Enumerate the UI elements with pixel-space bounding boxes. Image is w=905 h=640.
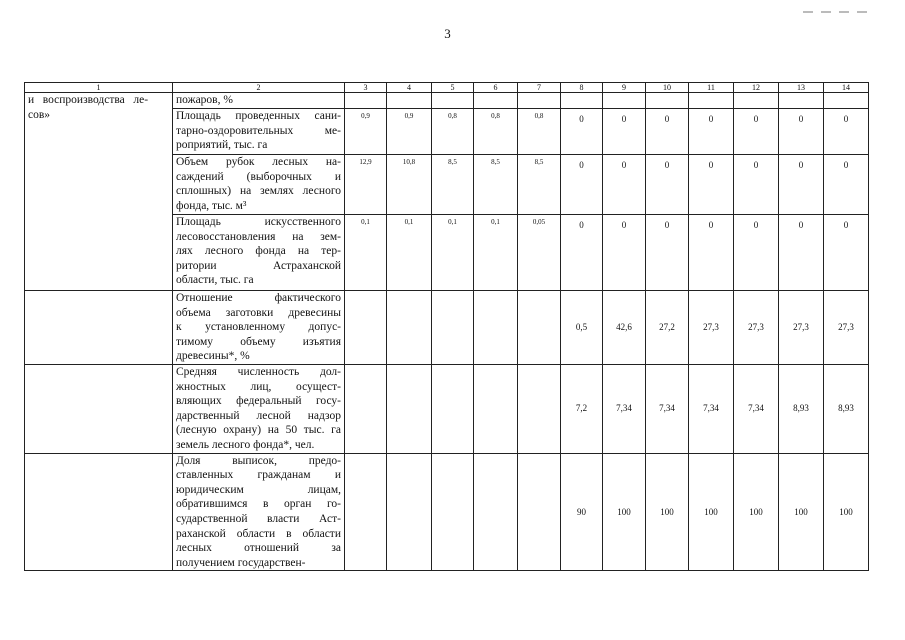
value-cell-col-14: 0 <box>824 215 869 291</box>
value-cell-col-8: 0 <box>561 155 603 215</box>
value-cell-col-5 <box>432 365 474 454</box>
value-cell-col-14: 100 <box>824 453 869 571</box>
value-cell-col-10: 0 <box>646 215 689 291</box>
indicator-name-line: фонда, тыс. м³ <box>176 199 247 212</box>
value-cell-col-4: 0,9 <box>387 109 432 155</box>
value-cell-col-13: 0 <box>779 109 824 155</box>
indicator-name-line: саждений (выборочных и <box>176 170 341 183</box>
indicator-name-line: тимому объему изъятия <box>176 335 341 348</box>
value-cell-col-12 <box>734 93 779 109</box>
value-cell-col-11: 100 <box>689 453 734 571</box>
value-cell-col-10: 100 <box>646 453 689 571</box>
value-cell-col-10: 0 <box>646 109 689 155</box>
indicator-name-cell <box>173 215 345 291</box>
indicator-name-line: обратившимся в орган го- <box>176 498 341 511</box>
value-cell-col-9: 0 <box>603 155 646 215</box>
value-cell-col-5: 8,5 <box>432 155 474 215</box>
indicator-name-cell <box>173 93 345 109</box>
value-cell-col-5 <box>432 93 474 109</box>
program-section-cell <box>25 93 173 291</box>
column-number-9: 9 <box>603 83 646 93</box>
value-cell-col-7: 0,05 <box>518 215 561 291</box>
value-cell-col-6: 8,5 <box>474 155 518 215</box>
value-cell-col-5 <box>432 453 474 571</box>
value-cell-col-13: 27,3 <box>779 291 824 365</box>
value-cell-col-11: 0 <box>689 155 734 215</box>
value-cell-col-9: 0 <box>603 109 646 155</box>
program-section-cell <box>25 453 173 571</box>
value-cell-col-3 <box>345 365 387 454</box>
value-cell-col-14: 0 <box>824 155 869 215</box>
value-cell-col-5: 0,1 <box>432 215 474 291</box>
value-cell-col-3 <box>345 93 387 109</box>
value-cell-col-14: 27,3 <box>824 291 869 365</box>
value-cell-col-14: 0 <box>824 109 869 155</box>
column-number-10: 10 <box>646 83 689 93</box>
value-cell-col-4 <box>387 291 432 365</box>
value-cell-col-5: 0,8 <box>432 109 474 155</box>
indicator-name-line: получением государствен- <box>176 556 306 569</box>
value-cell-col-12: 0 <box>734 215 779 291</box>
value-cell-col-5 <box>432 291 474 365</box>
value-cell-col-3: 12,9 <box>345 155 387 215</box>
value-cell-col-13: 8,93 <box>779 365 824 454</box>
value-cell-col-13 <box>779 93 824 109</box>
column-number-8: 8 <box>561 83 603 93</box>
indicator-name-line: Отношение фактического <box>176 292 341 304</box>
value-cell-col-8: 7,2 <box>561 365 603 454</box>
value-cell-col-13: 0 <box>779 155 824 215</box>
indicator-name-line: пожаров, % <box>176 94 233 106</box>
value-cell-col-6: 0,1 <box>474 215 518 291</box>
program-section-cell <box>25 365 173 454</box>
column-number-7: 7 <box>518 83 561 93</box>
value-cell-col-8: 0,5 <box>561 291 603 365</box>
indicator-name-line: (лесную охрану) на 50 тыс. га <box>176 424 341 437</box>
section-text-line: сов» <box>28 108 51 121</box>
value-cell-col-4 <box>387 93 432 109</box>
indicators-table <box>24 82 869 571</box>
indicator-name-cell <box>173 155 345 215</box>
table-row <box>25 453 869 571</box>
value-cell-col-14: 8,93 <box>824 365 869 454</box>
value-cell-col-8: 0 <box>561 215 603 291</box>
indicator-name-line: жностных лиц, осущест- <box>176 380 341 393</box>
value-cell-col-9: 0 <box>603 215 646 291</box>
value-cell-col-3 <box>345 453 387 571</box>
value-cell-col-6 <box>474 453 518 571</box>
program-section-cell <box>25 291 173 365</box>
column-number-5: 5 <box>432 83 474 93</box>
value-cell-col-9: 100 <box>603 453 646 571</box>
column-number-row <box>25 83 869 93</box>
indicator-name-cell <box>173 109 345 155</box>
column-number-11: 11 <box>689 83 734 93</box>
value-cell-col-4 <box>387 453 432 571</box>
indicator-name-line: земель лесного фонда*, чел. <box>176 438 315 451</box>
value-cell-col-4: 0,1 <box>387 215 432 291</box>
value-cell-col-11: 0 <box>689 215 734 291</box>
value-cell-col-12: 27,3 <box>734 291 779 365</box>
table-row <box>25 291 869 365</box>
value-cell-col-3 <box>345 291 387 365</box>
value-cell-col-9 <box>603 93 646 109</box>
indicator-name-line: лях лесного фонда на тер- <box>176 245 341 258</box>
value-cell-col-10: 27,2 <box>646 291 689 365</box>
value-cell-col-9: 7,34 <box>603 365 646 454</box>
value-cell-col-7 <box>518 291 561 365</box>
indicator-name-line: области, тыс. га <box>176 274 254 287</box>
indicator-name-line: юридическим лицам, <box>176 483 341 496</box>
indicator-name-line: роприятий, тыс. га <box>176 139 268 152</box>
indicator-name-line: Площадь проведенных сани- <box>176 110 341 122</box>
value-cell-col-12: 100 <box>734 453 779 571</box>
value-cell-col-13: 0 <box>779 215 824 291</box>
indicator-name-line: объема заготовки древесины <box>176 306 341 319</box>
value-cell-col-12: 0 <box>734 109 779 155</box>
indicator-name-line: сударственной власти Аст- <box>176 512 341 525</box>
value-cell-col-8: 0 <box>561 109 603 155</box>
indicator-name-line: ставленных гражданам и <box>176 469 341 482</box>
value-cell-col-4: 10,8 <box>387 155 432 215</box>
value-cell-col-7: 8,5 <box>518 155 561 215</box>
value-cell-col-8: 90 <box>561 453 603 571</box>
value-cell-col-14 <box>824 93 869 109</box>
column-number-1: 1 <box>25 83 173 93</box>
value-cell-col-11: 0 <box>689 109 734 155</box>
indicator-name-line: Площадь искусственного <box>176 216 341 228</box>
value-cell-col-6: 0,8 <box>474 109 518 155</box>
page-number: 3 <box>444 26 451 41</box>
table-row <box>25 93 869 109</box>
value-cell-col-7 <box>518 93 561 109</box>
column-number-13: 13 <box>779 83 824 93</box>
value-cell-col-9: 42,6 <box>603 291 646 365</box>
value-cell-col-7: 0,8 <box>518 109 561 155</box>
indicator-name-line: сплошных) на землях лесного <box>176 185 341 198</box>
value-cell-col-10: 7,34 <box>646 365 689 454</box>
indicator-name-line: Объем рубок лесных на- <box>176 156 341 168</box>
indicator-name-cell <box>173 291 345 365</box>
value-cell-col-12: 7,34 <box>734 365 779 454</box>
column-number-14: 14 <box>824 83 869 93</box>
column-number-6: 6 <box>474 83 518 93</box>
column-number-3: 3 <box>345 83 387 93</box>
value-cell-col-6 <box>474 365 518 454</box>
value-cell-col-10: 0 <box>646 155 689 215</box>
value-cell-col-3: 0,1 <box>345 215 387 291</box>
value-cell-col-8 <box>561 93 603 109</box>
value-cell-col-10 <box>646 93 689 109</box>
indicator-name-line: древесины*, % <box>176 350 250 363</box>
value-cell-col-13: 100 <box>779 453 824 571</box>
indicator-name-line: вляющих федеральный госу- <box>176 395 341 408</box>
indicator-name-cell <box>173 453 345 571</box>
value-cell-col-12: 0 <box>734 155 779 215</box>
indicator-name-line: лесных отношений за <box>176 542 341 555</box>
indicator-name-line: раханской области в области <box>176 527 341 540</box>
value-cell-col-6 <box>474 291 518 365</box>
section-text-line: и воспроизводства ле- <box>28 94 149 106</box>
table-row <box>25 365 869 454</box>
indicator-name-line: к установленному допус- <box>176 321 341 334</box>
column-number-2: 2 <box>173 83 345 93</box>
indicator-name-line: лесовосстановления на зем- <box>176 230 341 243</box>
column-number-12: 12 <box>734 83 779 93</box>
value-cell-col-11: 7,34 <box>689 365 734 454</box>
value-cell-col-7 <box>518 365 561 454</box>
column-number-4: 4 <box>387 83 432 93</box>
indicator-name-line: Средняя численность дол- <box>176 366 341 378</box>
indicator-name-line: Доля выписок, предо- <box>176 454 341 467</box>
value-cell-col-7 <box>518 453 561 571</box>
indicator-name-cell <box>173 365 345 454</box>
indicator-name-line: ритории Астраханской <box>176 259 341 272</box>
scan-artifact <box>795 0 895 4</box>
value-cell-col-3: 0,9 <box>345 109 387 155</box>
value-cell-col-4 <box>387 365 432 454</box>
indicator-name-line: дарственный лесной надзор <box>176 409 341 422</box>
value-cell-col-11 <box>689 93 734 109</box>
value-cell-col-6 <box>474 93 518 109</box>
value-cell-col-11: 27,3 <box>689 291 734 365</box>
indicator-name-line: тарно-оздоровительных ме- <box>176 124 341 137</box>
